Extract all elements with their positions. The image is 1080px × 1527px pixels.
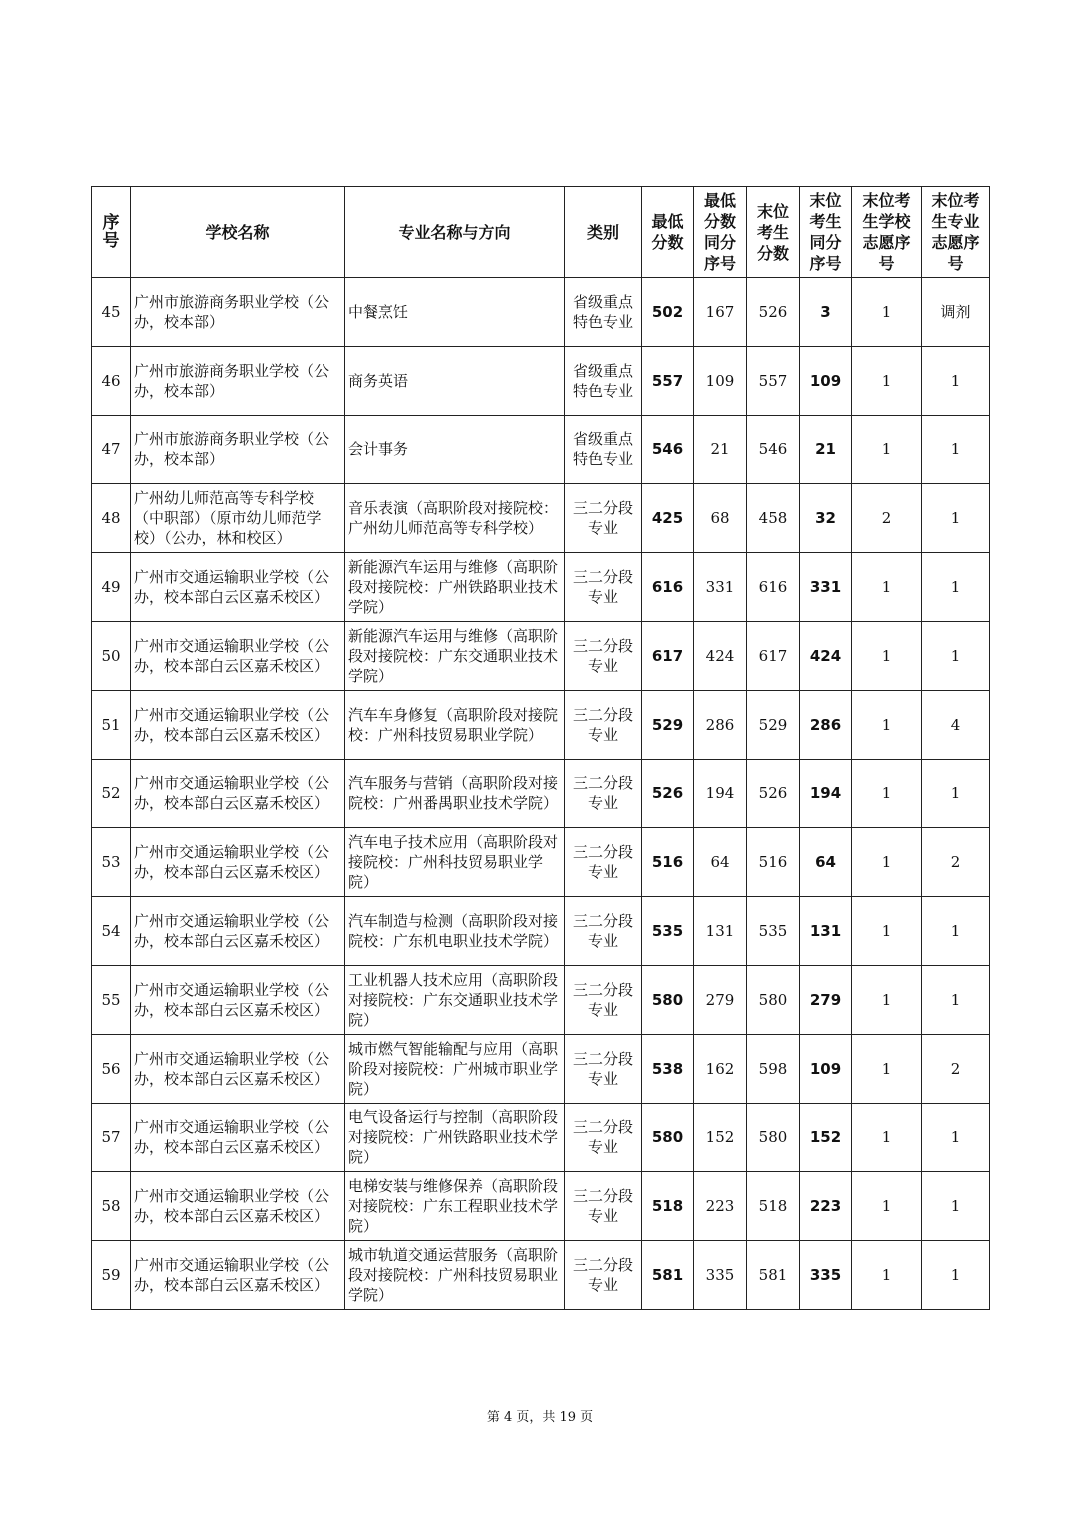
cell-category: 三二分段专业 [565, 1103, 642, 1172]
cell-min-score: 580 [642, 965, 694, 1034]
cell-school: 广州市交通运输职业学校（公办，校本部白云区嘉禾校区） [131, 828, 345, 897]
cell-major-pref: 1 [922, 1103, 990, 1172]
cell-category: 三二分段专业 [565, 621, 642, 690]
cell-min-score-rank: 68 [694, 484, 747, 553]
cell-min-score: 502 [642, 278, 694, 347]
cell-index: 50 [92, 621, 131, 690]
cell-school: 广州市旅游商务职业学校（公办，校本部） [131, 278, 345, 347]
cell-major: 工业机器人技术应用（高职阶段对接院校：广东交通职业技术学院） [345, 965, 565, 1034]
table-row [92, 1241, 990, 1310]
cell-last-rank: 32 [800, 484, 852, 553]
cell-last-score: 458 [747, 484, 800, 553]
cell-min-score: 546 [642, 415, 694, 484]
cell-last-score: 557 [747, 346, 800, 415]
cell-last-score: 546 [747, 415, 800, 484]
cell-index: 45 [92, 278, 131, 347]
cell-min-score: 616 [642, 553, 694, 622]
cell-last-rank: 3 [800, 278, 852, 347]
table-row [92, 690, 990, 759]
header-category: 类别 [565, 187, 642, 278]
cell-category: 省级重点特色专业 [565, 415, 642, 484]
cell-min-score-rank: 64 [694, 828, 747, 897]
cell-index: 47 [92, 415, 131, 484]
cell-index: 56 [92, 1034, 131, 1103]
cell-last-rank: 109 [800, 1034, 852, 1103]
cell-major-pref: 1 [922, 346, 990, 415]
cell-school-pref: 1 [852, 1103, 922, 1172]
cell-index: 55 [92, 965, 131, 1034]
cell-index: 54 [92, 897, 131, 966]
header-school: 学校名称 [131, 187, 345, 278]
cell-major: 商务英语 [345, 346, 565, 415]
cell-last-rank: 279 [800, 965, 852, 1034]
cell-last-score: 526 [747, 759, 800, 828]
cell-school-pref: 1 [852, 1034, 922, 1103]
header-min-score: 最低分数 [642, 187, 694, 278]
cell-last-rank: 424 [800, 621, 852, 690]
cell-last-rank: 131 [800, 897, 852, 966]
cell-major-pref: 2 [922, 828, 990, 897]
cell-last-score: 617 [747, 621, 800, 690]
cell-last-score: 580 [747, 1103, 800, 1172]
cell-min-score-rank: 194 [694, 759, 747, 828]
cell-last-score: 616 [747, 553, 800, 622]
cell-category: 三二分段专业 [565, 1172, 642, 1241]
table-row [92, 484, 990, 553]
cell-last-rank: 194 [800, 759, 852, 828]
page-footer: 第 4 页，共 19 页 [486, 1410, 594, 1425]
cell-min-score-rank: 162 [694, 1034, 747, 1103]
header-last-major-pref: 末位考生专业志愿序号 [922, 187, 990, 278]
cell-index: 59 [92, 1241, 131, 1310]
cell-major-pref: 1 [922, 965, 990, 1034]
cell-major: 汽车制造与检测（高职阶段对接院校：广东机电职业技术学院） [345, 897, 565, 966]
cell-last-rank: 64 [800, 828, 852, 897]
cell-category: 省级重点特色专业 [565, 346, 642, 415]
table-row [92, 621, 990, 690]
cell-major: 新能源汽车运用与维修（高职阶段对接院校：广州铁路职业技术学院） [345, 553, 565, 622]
cell-index: 51 [92, 690, 131, 759]
table-row [92, 1034, 990, 1103]
cell-school-pref: 1 [852, 1172, 922, 1241]
cell-min-score: 581 [642, 1241, 694, 1310]
cell-school-pref: 1 [852, 759, 922, 828]
cell-school-pref: 1 [852, 690, 922, 759]
table-row [92, 415, 990, 484]
cell-major: 电气设备运行与控制（高职阶段对接院校：广州铁路职业技术学院） [345, 1103, 565, 1172]
cell-school: 广州市交通运输职业学校（公办，校本部白云区嘉禾校区） [131, 1241, 345, 1310]
cell-last-score: 526 [747, 278, 800, 347]
cell-major: 电梯安装与维修保养（高职阶段对接院校：广东工程职业技术学院） [345, 1172, 565, 1241]
cell-min-score-rank: 223 [694, 1172, 747, 1241]
cell-category: 三二分段专业 [565, 759, 642, 828]
cell-school: 广州市交通运输职业学校（公办，校本部白云区嘉禾校区） [131, 1172, 345, 1241]
cell-min-score: 617 [642, 621, 694, 690]
cell-major-pref: 1 [922, 897, 990, 966]
cell-major: 会计事务 [345, 415, 565, 484]
cell-major: 汽车车身修复（高职阶段对接院校：广州科技贸易职业学院） [345, 690, 565, 759]
table-row [92, 1172, 990, 1241]
cell-major-pref: 1 [922, 759, 990, 828]
cell-last-rank: 331 [800, 553, 852, 622]
cell-school: 广州市交通运输职业学校（公办，校本部白云区嘉禾校区） [131, 621, 345, 690]
cell-major: 音乐表演（高职阶段对接院校：广州幼儿师范高等专科学校） [345, 484, 565, 553]
cell-school-pref: 1 [852, 553, 922, 622]
cell-school-pref: 1 [852, 346, 922, 415]
cell-major: 中餐烹饪 [345, 278, 565, 347]
admission-score-table [91, 186, 990, 1310]
cell-major-pref: 1 [922, 553, 990, 622]
cell-min-score: 518 [642, 1172, 694, 1241]
cell-school: 广州幼儿师范高等专科学校（中职部）（原市幼儿师范学校）（公办，林和校区） [131, 484, 345, 553]
table-body [92, 278, 990, 1310]
cell-min-score-rank: 131 [694, 897, 747, 966]
cell-major-pref: 调剂 [922, 278, 990, 347]
cell-last-rank: 109 [800, 346, 852, 415]
cell-major: 汽车电子技术应用（高职阶段对接院校：广州科技贸易职业学院） [345, 828, 565, 897]
cell-category: 省级重点特色专业 [565, 278, 642, 347]
cell-last-score: 598 [747, 1034, 800, 1103]
cell-last-rank: 152 [800, 1103, 852, 1172]
cell-min-score-rank: 279 [694, 965, 747, 1034]
cell-major: 汽车服务与营销（高职阶段对接院校：广州番禺职业技术学院） [345, 759, 565, 828]
cell-min-score: 538 [642, 1034, 694, 1103]
cell-min-score-rank: 424 [694, 621, 747, 690]
cell-category: 三二分段专业 [565, 484, 642, 553]
header-last-school-pref: 末位考生学校志愿序号 [852, 187, 922, 278]
cell-min-score: 526 [642, 759, 694, 828]
cell-school-pref: 1 [852, 897, 922, 966]
cell-category: 三二分段专业 [565, 897, 642, 966]
cell-last-score: 581 [747, 1241, 800, 1310]
header-row [92, 187, 990, 278]
cell-category: 三二分段专业 [565, 1034, 642, 1103]
cell-index: 46 [92, 346, 131, 415]
cell-major-pref: 2 [922, 1034, 990, 1103]
cell-major: 城市燃气智能输配与应用（高职阶段对接院校：广州城市职业学院） [345, 1034, 565, 1103]
cell-category: 三二分段专业 [565, 690, 642, 759]
cell-school-pref: 1 [852, 965, 922, 1034]
cell-last-rank: 21 [800, 415, 852, 484]
cell-last-score: 516 [747, 828, 800, 897]
cell-min-score-rank: 152 [694, 1103, 747, 1172]
table-row [92, 1103, 990, 1172]
cell-category: 三二分段专业 [565, 965, 642, 1034]
cell-last-rank: 335 [800, 1241, 852, 1310]
cell-school: 广州市交通运输职业学校（公办，校本部白云区嘉禾校区） [131, 690, 345, 759]
cell-min-score: 529 [642, 690, 694, 759]
cell-school-pref: 1 [852, 621, 922, 690]
cell-category: 三二分段专业 [565, 553, 642, 622]
cell-category: 三二分段专业 [565, 1241, 642, 1310]
cell-school-pref: 1 [852, 1241, 922, 1310]
cell-major-pref: 1 [922, 1172, 990, 1241]
cell-school: 广州市交通运输职业学校（公办，校本部白云区嘉禾校区） [131, 965, 345, 1034]
cell-min-score: 535 [642, 897, 694, 966]
table-row [92, 278, 990, 347]
cell-index: 57 [92, 1103, 131, 1172]
table-row [92, 759, 990, 828]
cell-major-pref: 1 [922, 415, 990, 484]
cell-school: 广州市交通运输职业学校（公办，校本部白云区嘉禾校区） [131, 897, 345, 966]
cell-index: 58 [92, 1172, 131, 1241]
cell-index: 52 [92, 759, 131, 828]
cell-school-pref: 1 [852, 415, 922, 484]
cell-major-pref: 4 [922, 690, 990, 759]
cell-school-pref: 2 [852, 484, 922, 553]
cell-school: 广州市交通运输职业学校（公办，校本部白云区嘉禾校区） [131, 553, 345, 622]
cell-last-score: 518 [747, 1172, 800, 1241]
cell-min-score-rank: 109 [694, 346, 747, 415]
cell-last-rank: 223 [800, 1172, 852, 1241]
header-index: 序号 [92, 187, 131, 278]
cell-school-pref: 1 [852, 828, 922, 897]
cell-school: 广州市交通运输职业学校（公办，校本部白云区嘉禾校区） [131, 759, 345, 828]
cell-min-score-rank: 21 [694, 415, 747, 484]
cell-school: 广州市交通运输职业学校（公办，校本部白云区嘉禾校区） [131, 1034, 345, 1103]
cell-index: 48 [92, 484, 131, 553]
cell-min-score-rank: 335 [694, 1241, 747, 1310]
cell-index: 53 [92, 828, 131, 897]
cell-school: 广州市交通运输职业学校（公办，校本部白云区嘉禾校区） [131, 1103, 345, 1172]
cell-min-score-rank: 331 [694, 553, 747, 622]
cell-last-score: 580 [747, 965, 800, 1034]
cell-last-score: 535 [747, 897, 800, 966]
table-row [92, 965, 990, 1034]
cell-major: 城市轨道交通运营服务（高职阶段对接院校：广州科技贸易职业学院） [345, 1241, 565, 1310]
cell-min-score: 516 [642, 828, 694, 897]
header-last-rank: 末位考生同分序号 [800, 187, 852, 278]
cell-major: 新能源汽车运用与维修（高职阶段对接院校：广东交通职业技术学院） [345, 621, 565, 690]
header-min-score-rank: 最低分数同分序号 [694, 187, 747, 278]
cell-min-score-rank: 167 [694, 278, 747, 347]
cell-last-score: 529 [747, 690, 800, 759]
cell-min-score: 580 [642, 1103, 694, 1172]
cell-school: 广州市旅游商务职业学校（公办，校本部） [131, 346, 345, 415]
cell-category: 三二分段专业 [565, 828, 642, 897]
header-major: 专业名称与方向 [345, 187, 565, 278]
cell-min-score-rank: 286 [694, 690, 747, 759]
table-row [92, 346, 990, 415]
cell-index: 49 [92, 553, 131, 622]
cell-major-pref: 1 [922, 484, 990, 553]
cell-min-score: 425 [642, 484, 694, 553]
table-row [92, 828, 990, 897]
cell-last-rank: 286 [800, 690, 852, 759]
header-last-score: 末位考生分数 [747, 187, 800, 278]
cell-major-pref: 1 [922, 621, 990, 690]
table-row [92, 897, 990, 966]
cell-major-pref: 1 [922, 1241, 990, 1310]
cell-school-pref: 1 [852, 278, 922, 347]
cell-min-score: 557 [642, 346, 694, 415]
cell-school: 广州市旅游商务职业学校（公办，校本部） [131, 415, 345, 484]
table-row [92, 553, 990, 622]
